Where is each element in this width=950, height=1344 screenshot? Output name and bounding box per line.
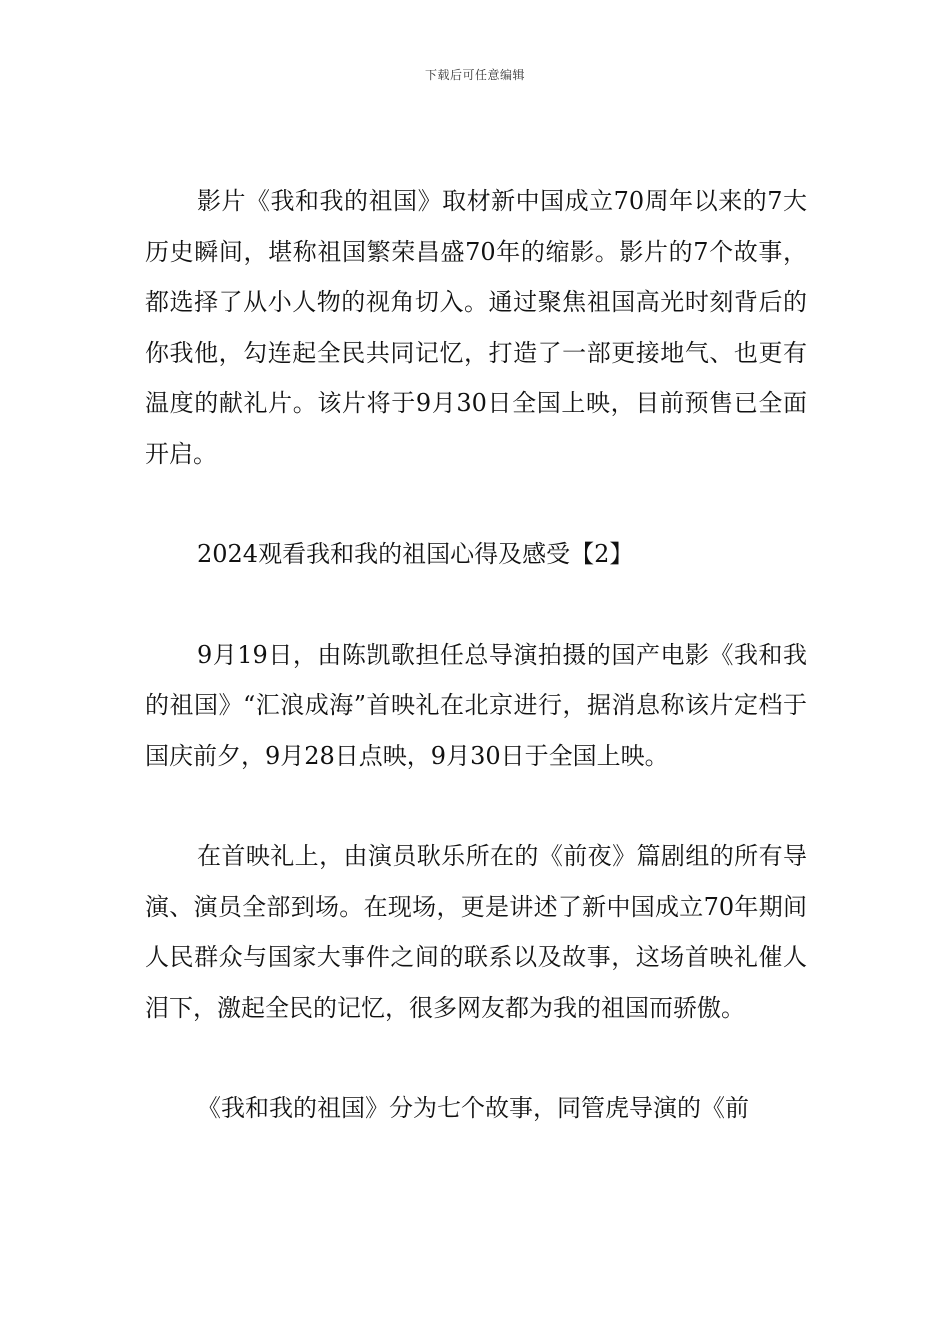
paragraph-gap xyxy=(145,1033,807,1083)
paragraph-premiere: 9月19日，由陈凯歌担任总导演拍摄的国产电影《我和我的祖国》“汇浪成海”首映礼在北京进行，据消息称该片定档于国庆前夕，9月28日点映，9月30日于全国上映。 xyxy=(145,640,807,770)
paragraph-gap xyxy=(145,580,807,630)
page-header-note: 下载后可任意编辑 xyxy=(424,68,525,82)
paragraph-gap xyxy=(145,781,807,831)
paragraph-ceremony: 在首映礼上，由演员耿乐所在的《前夜》篇剧组的所有导演、演员全部到场。在现场，更是讲述了新中国成立70年期间人民群众与国家大事件之间的联系以及故事，这场首映礼催人泪下，激起全民的记忆，很多网友都为我的祖国而骄傲。 xyxy=(145,842,807,1022)
paragraph-stories: 《我和我的祖国》分为七个故事，同管虎导演的《前 xyxy=(197,1094,749,1122)
document-body xyxy=(145,176,807,1134)
section-heading: 2024观看我和我的祖国心得及感受【2】 xyxy=(197,540,634,568)
paragraph-gap xyxy=(145,479,807,529)
paragraph-intro: 影片《我和我的祖国》取材新中国成立70周年以来的7大历史瞬间，堪称祖国繁荣昌盛70年的缩影。影片的7个故事，都选择了从小人物的视角切入。通过聚焦祖国高光时刻背后的你我他，勾连起全民共同记忆，打造了一部更接地气、也更有温度的献礼片。该片将于9月30日全国上映，目前预售已全面开启。 xyxy=(145,187,807,468)
